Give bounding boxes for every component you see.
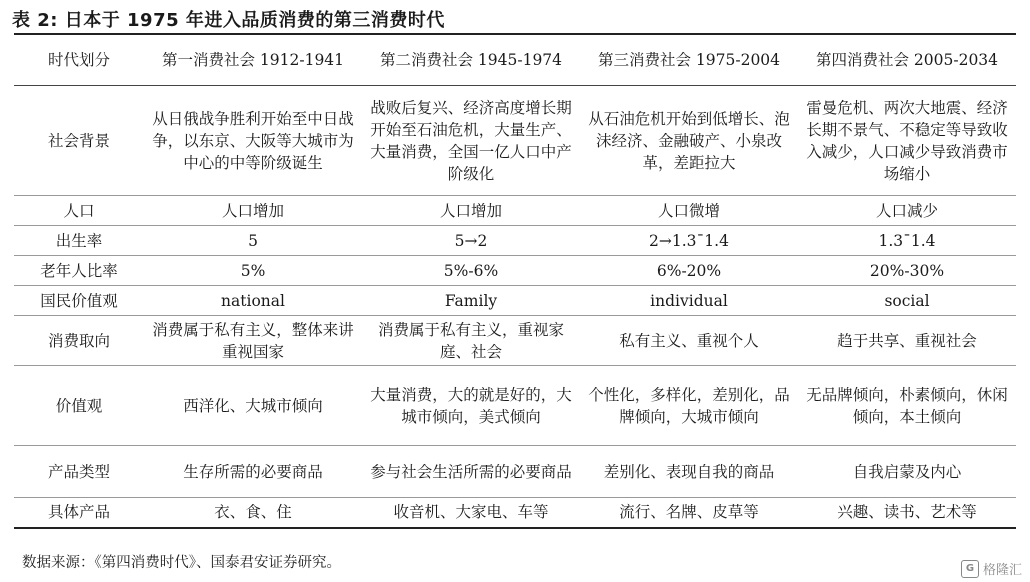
table-cell: Family	[362, 286, 580, 316]
table-cell: 自我启蒙及内心	[798, 446, 1016, 498]
row-label: 具体产品	[14, 498, 144, 528]
table-title: 表 2: 日本于 1975 年进入品质消费的第三消费时代	[12, 10, 445, 31]
table-cell: 战败后复兴、经济高度增长期开始至石油危机，大量生产、大量消费，全国一亿人口中产阶级化	[362, 86, 580, 196]
row-label: 人口	[14, 196, 144, 226]
table-cell: 无品牌倾向，朴素倾向，休闲倾向，本土倾向	[798, 366, 1016, 446]
table-cell: 雷曼危机、两次大地震、经济长期不景气、不稳定等导致收入减少，人口减少导致消费市场缩小	[798, 86, 1016, 196]
table-cell: 消费属于私有主义，整体来讲重视国家	[144, 316, 362, 366]
table-cell: 1.3¯1.4	[798, 226, 1016, 256]
row-label: 社会背景	[14, 86, 144, 196]
table-cell: 人口微增	[580, 196, 798, 226]
header-row	[14, 34, 1016, 86]
table-cell: 差别化、表现自我的商品	[580, 446, 798, 498]
table-row	[14, 366, 1016, 446]
table-row	[14, 446, 1016, 498]
table-row	[14, 86, 1016, 196]
watermark-logo-icon: G	[961, 560, 979, 578]
table-cell: 5→2	[362, 226, 580, 256]
table-cell: 6%-20%	[580, 256, 798, 286]
header-cell: 时代划分	[14, 34, 144, 86]
era-table	[14, 33, 1016, 529]
table-cell: 衣、食、住	[144, 498, 362, 528]
table-cell: 5%	[144, 256, 362, 286]
table-cell: 人口增加	[362, 196, 580, 226]
table-cell: 20%-30%	[798, 256, 1016, 286]
table-cell: 5%-6%	[362, 256, 580, 286]
table-cell: 生存所需的必要商品	[144, 446, 362, 498]
table-cell: 流行、名牌、皮草等	[580, 498, 798, 528]
table-row	[14, 226, 1016, 256]
table-cell: 大量消费，大的就是好的，大城市倾向，美式倾向	[362, 366, 580, 446]
table-cell: 西洋化、大城市倾向	[144, 366, 362, 446]
header-cell: 第四消费社会 2005-2034	[798, 34, 1016, 86]
table-row	[14, 286, 1016, 316]
watermark	[961, 559, 1022, 578]
row-label: 出生率	[14, 226, 144, 256]
watermark-text: 格隆汇	[982, 563, 1022, 578]
table-row	[14, 316, 1016, 366]
source-caption: 数据来源：《第四消费时代》、国泰君安证券研究。	[22, 555, 341, 571]
table-cell: 个性化，多样化，差别化，品牌倾向，大城市倾向	[580, 366, 798, 446]
table-cell: 私有主义、重视个人	[580, 316, 798, 366]
table-cell: individual	[580, 286, 798, 316]
table-cell: 5	[144, 226, 362, 256]
table-row	[14, 498, 1016, 528]
table-cell: social	[798, 286, 1016, 316]
row-label: 老年人比率	[14, 256, 144, 286]
header-cell: 第三消费社会 1975-2004	[580, 34, 798, 86]
table-cell: 收音机、大家电、车等	[362, 498, 580, 528]
table-cell: 趋于共享、重视社会	[798, 316, 1016, 366]
table-cell: 消费属于私有主义，重视家庭、社会	[362, 316, 580, 366]
header-cell: 第二消费社会 1945-1974	[362, 34, 580, 86]
table-cell: 人口减少	[798, 196, 1016, 226]
table-cell: 兴趣、读书、艺术等	[798, 498, 1016, 528]
table-cell: 从石油危机开始到低增长、泡沫经济、金融破产、小泉改革，差距拉大	[580, 86, 798, 196]
table-cell: national	[144, 286, 362, 316]
table-cell: 人口增加	[144, 196, 362, 226]
table-cell: 参与社会生活所需的必要商品	[362, 446, 580, 498]
table-cell: 2→1.3¯1.4	[580, 226, 798, 256]
row-label: 消费取向	[14, 316, 144, 366]
table-row	[14, 196, 1016, 226]
row-label: 价值观	[14, 366, 144, 446]
row-label: 国民价值观	[14, 286, 144, 316]
table-row	[14, 256, 1016, 286]
header-cell: 第一消费社会 1912-1941	[144, 34, 362, 86]
table-cell: 从日俄战争胜利开始至中日战争，以东京、大阪等大城市为中心的中等阶级诞生	[144, 86, 362, 196]
row-label: 产品类型	[14, 446, 144, 498]
